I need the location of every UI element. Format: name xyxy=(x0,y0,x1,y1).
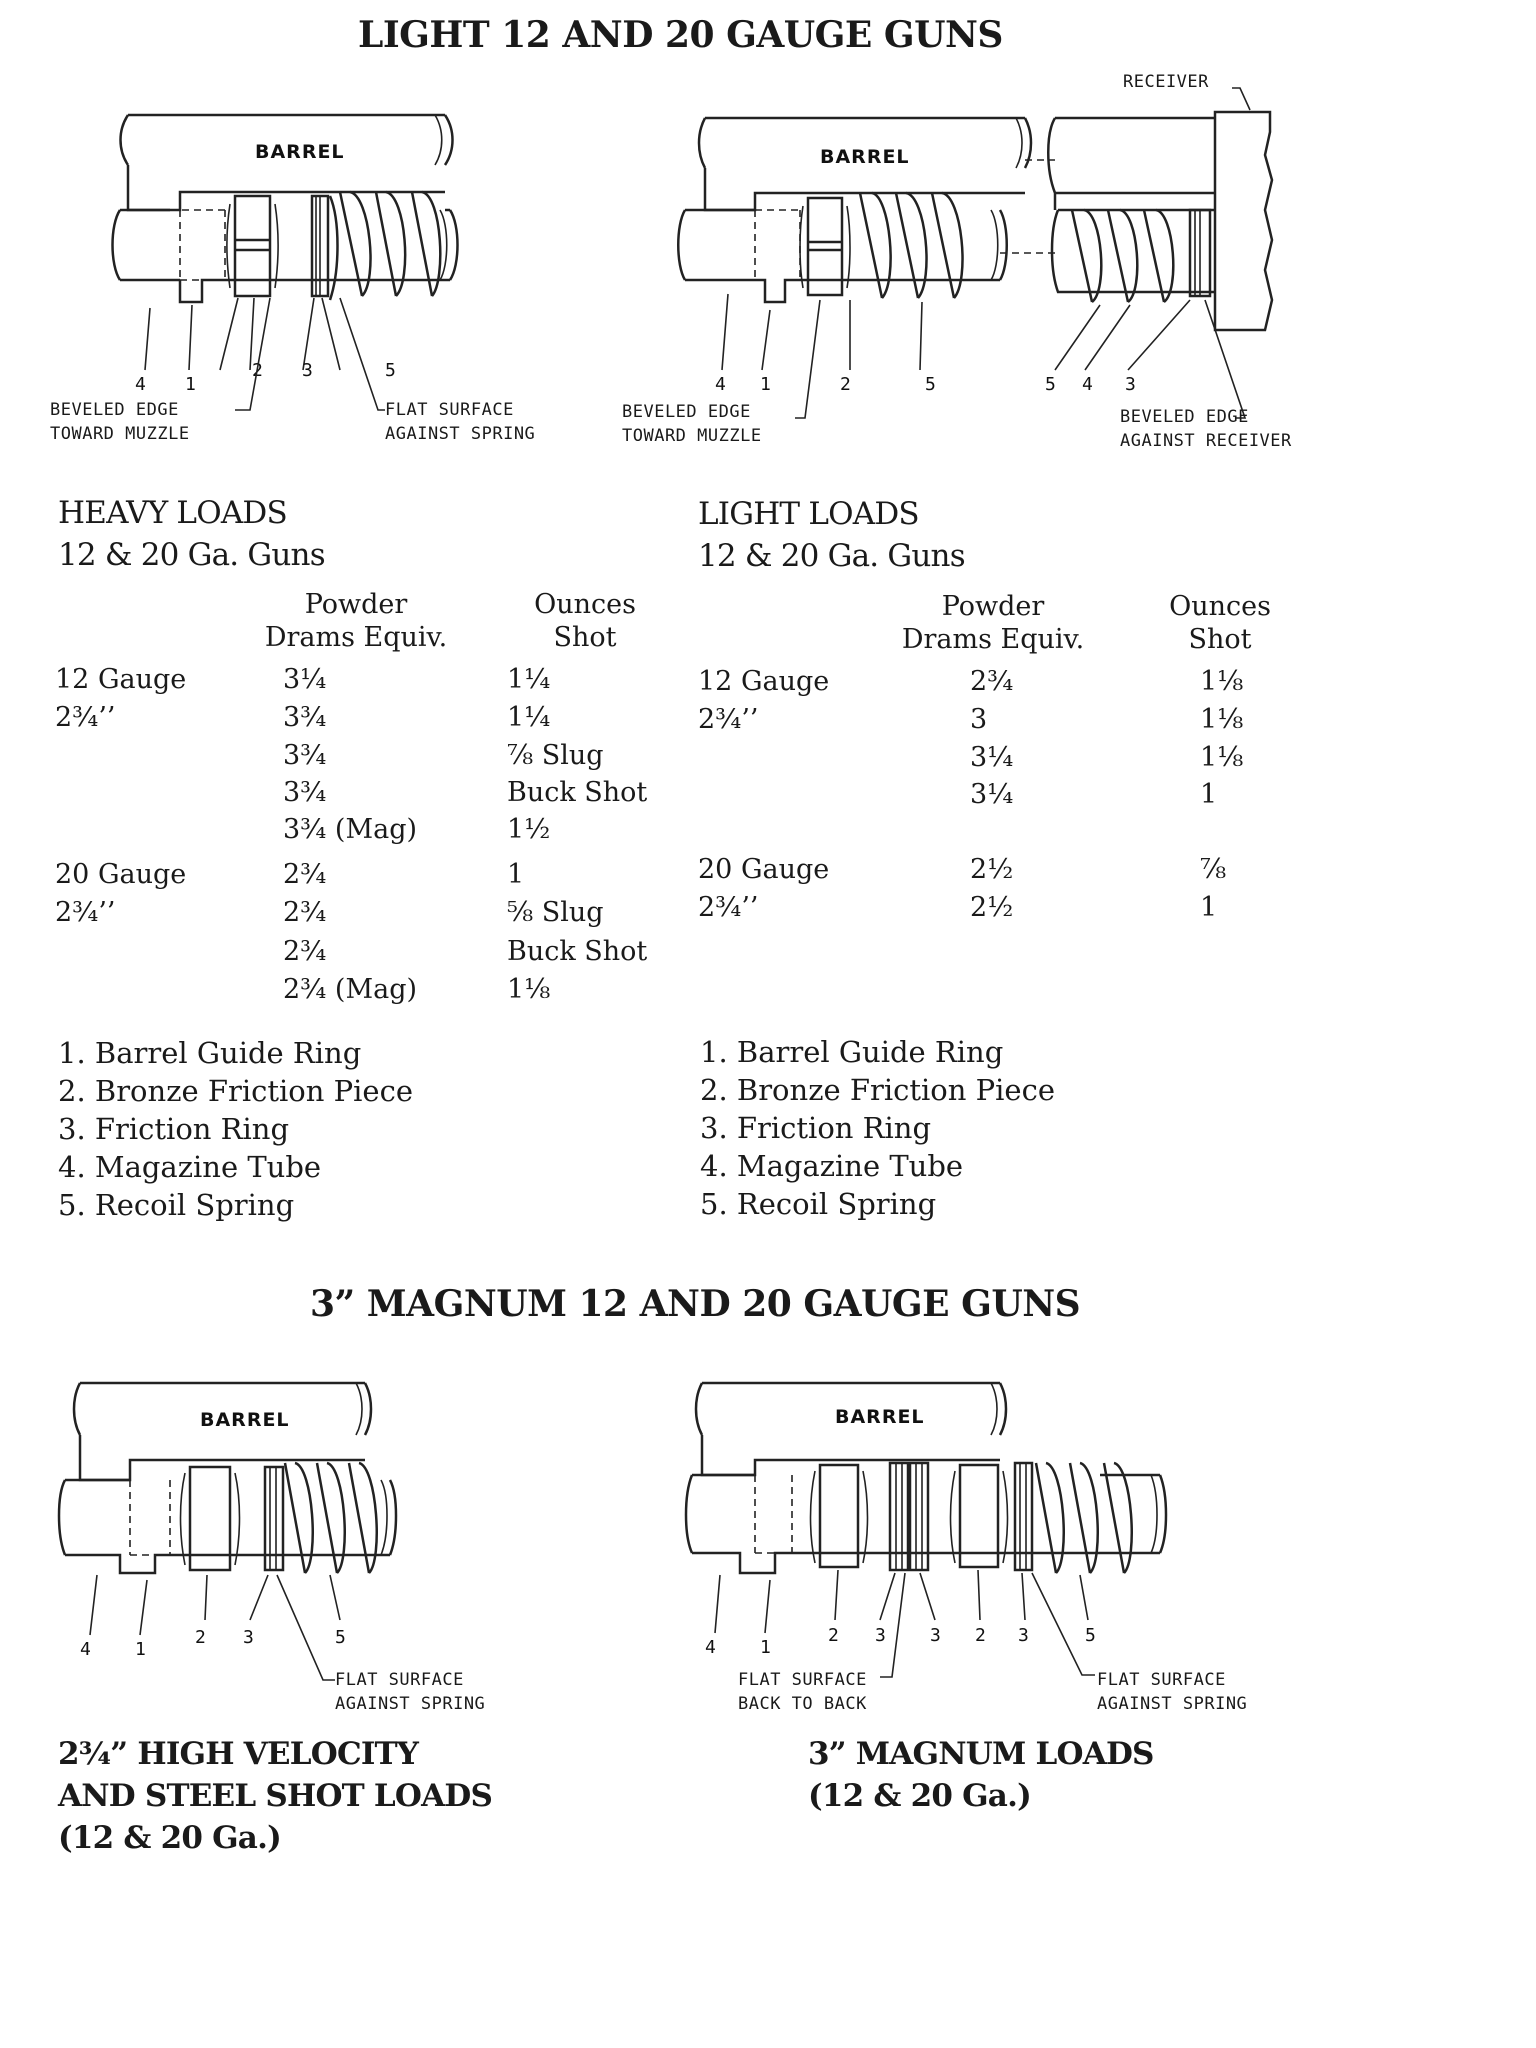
light-loads-diagram xyxy=(660,70,1310,395)
part-number: 5 xyxy=(385,360,396,381)
part-number: 1 xyxy=(185,374,196,395)
heavy-col-powder: Powder Drams Equiv. xyxy=(264,589,448,653)
part-number: 1 xyxy=(760,374,771,395)
list-item: 2. Bronze Friction Piece xyxy=(700,1073,1055,1107)
part-number: 3 xyxy=(930,1625,941,1646)
part-number: 2 xyxy=(975,1625,986,1646)
list-item: 5. Recoil Spring xyxy=(58,1188,295,1222)
highvel-callout-flat: FLAT SURFACE AGAINST SPRING xyxy=(335,1670,486,1714)
page-title: LIGHT 12 AND 20 GAUGE GUNS xyxy=(358,14,1003,56)
list-item: 4. Magazine Tube xyxy=(700,1149,964,1183)
light-callout-beveled: BEVELED EDGE TOWARD MUZZLE xyxy=(622,402,762,446)
part-number: 5 xyxy=(925,374,936,395)
part-number: 5 xyxy=(335,1627,346,1648)
part-number: 3 xyxy=(302,360,313,381)
list-item: 2. Bronze Friction Piece xyxy=(58,1074,413,1108)
heavy-callout-beveled: BEVELED EDGE TOWARD MUZZLE xyxy=(50,400,190,444)
magnum-callout-flat: FLAT SURFACE AGAINST SPRING xyxy=(1097,1670,1248,1714)
magnum-callout-back-to-back: FLAT SURFACE BACK TO BACK xyxy=(738,1670,867,1714)
parts-list-left xyxy=(58,1034,413,1224)
part-number: 4 xyxy=(135,374,146,395)
part-number: 3 xyxy=(1125,374,1136,395)
part-number: 4 xyxy=(705,1637,716,1658)
receiver-label: RECEIVER xyxy=(1123,72,1209,92)
magnum-diagram xyxy=(680,1375,1200,1675)
part-number: 2 xyxy=(195,1627,206,1648)
light-loads-heading: LIGHT LOADS 12 & 20 Ga. Guns xyxy=(698,496,965,574)
parts-list-right xyxy=(700,1033,1055,1223)
list-item: 3. Friction Ring xyxy=(58,1112,290,1146)
light-callout-receiver: BEVELED EDGE AGAINST RECEIVER xyxy=(1120,407,1292,451)
list-item: 4. Magazine Tube xyxy=(58,1150,322,1184)
barrel-label: BARREL xyxy=(820,146,910,168)
part-number: 4 xyxy=(1082,374,1093,395)
part-number: 5 xyxy=(1045,374,1056,395)
magnum-loads-heading: 3” MAGNUM LOADS (12 & 20 Ga.) xyxy=(808,1736,1154,1814)
heavy-callout-flat: FLAT SURFACE AGAINST SPRING xyxy=(385,400,536,444)
barrel-label: BARREL xyxy=(835,1406,925,1428)
part-number: 4 xyxy=(80,1639,91,1660)
part-number: 2 xyxy=(828,1625,839,1646)
part-number: 4 xyxy=(715,374,726,395)
high-velocity-diagram xyxy=(55,1375,555,1675)
part-number: 2 xyxy=(252,360,263,381)
heavy-loads-diagram xyxy=(40,100,600,395)
part-number: 3 xyxy=(875,1625,886,1646)
heavy-col-shot: Ounces Shot xyxy=(534,589,636,653)
magnum-section-title: 3” MAGNUM 12 AND 20 GAUGE GUNS xyxy=(310,1283,1081,1325)
light-col-shot: Ounces Shot xyxy=(1169,591,1271,655)
part-number: 1 xyxy=(760,1637,771,1658)
highvel-loads-heading: 2¾” HIGH VELOCITY AND STEEL SHOT LOADS (12 & 20 Ga.) xyxy=(58,1736,493,1856)
light-col-powder: Powder Drams Equiv. xyxy=(901,591,1085,655)
list-item: 5. Recoil Spring xyxy=(700,1187,937,1221)
list-item: 1. Barrel Guide Ring xyxy=(700,1035,1004,1069)
list-item: 3. Friction Ring xyxy=(700,1111,932,1145)
list-item: 1. Barrel Guide Ring xyxy=(58,1036,362,1070)
part-number: 2 xyxy=(840,374,851,395)
part-number: 5 xyxy=(1085,1625,1096,1646)
barrel-label: BARREL xyxy=(255,141,345,163)
part-number: 3 xyxy=(243,1627,254,1648)
part-number: 3 xyxy=(1018,1625,1029,1646)
heavy-loads-heading: HEAVY LOADS 12 & 20 Ga. Guns xyxy=(58,495,325,573)
part-number: 1 xyxy=(135,1639,146,1660)
barrel-label: BARREL xyxy=(200,1409,290,1431)
